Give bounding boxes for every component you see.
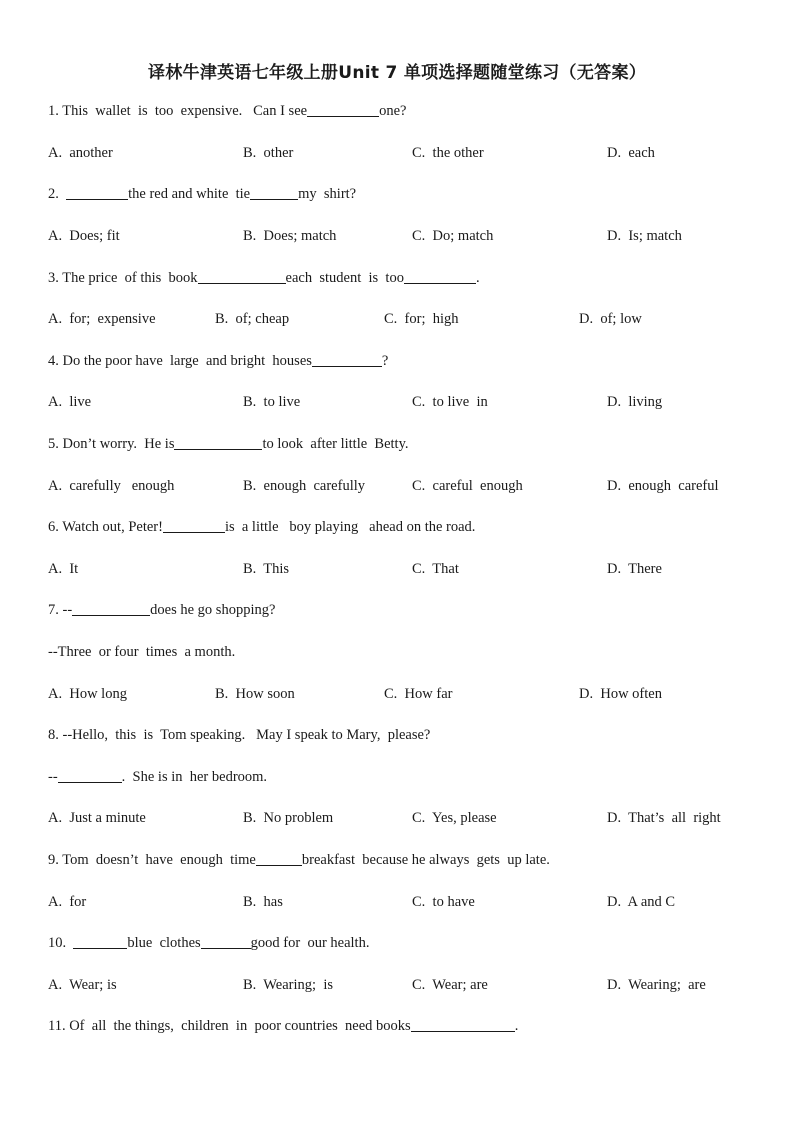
option-a: A. Just a minute <box>48 810 146 826</box>
option-d: D. A and C <box>607 894 676 910</box>
question-7-reply: --Three or four times a month. <box>48 644 236 660</box>
option-c: C. for; high <box>384 311 459 327</box>
answer-blank <box>198 269 286 284</box>
question-10-stem: 10. blue clothes good for our health. <box>48 935 370 951</box>
option-d: D. How often <box>579 686 662 702</box>
answer-blank <box>163 518 225 533</box>
option-c: C. to live in <box>412 394 488 410</box>
option-b: B. enough carefully <box>243 478 366 494</box>
option-c: C. to have <box>412 894 475 910</box>
option-d: D. There <box>607 561 662 577</box>
option-c: C. That <box>412 561 459 577</box>
option-d: D. of; low <box>579 311 642 327</box>
option-b: B. Does; match <box>243 228 337 244</box>
question-1-options <box>0 144 794 162</box>
option-c: C. How far <box>384 686 453 702</box>
question-6-options <box>0 560 794 578</box>
option-a: A. for; expensive <box>48 311 156 327</box>
option-d: D. living <box>607 394 663 410</box>
answer-blank <box>404 269 476 284</box>
option-d: D. Is; match <box>607 228 682 244</box>
answer-blank <box>250 185 298 200</box>
option-a: A. carefully enough <box>48 478 175 494</box>
option-a: A. for <box>48 894 87 910</box>
question-2-options <box>0 227 794 245</box>
option-d: D. each <box>607 145 655 161</box>
option-b: B. of; cheap <box>215 311 290 327</box>
question-5-options <box>0 477 794 495</box>
question-6-stem: 6. Watch out, Peter! is a little boy playing ahead on the road. <box>48 519 476 535</box>
option-b: B. has <box>243 894 283 910</box>
question-9-stem: 9. Tom doesn’t have enough time breakfast because he always gets up late. <box>48 852 550 868</box>
option-a: A. It <box>48 561 79 577</box>
answer-blank <box>73 934 127 949</box>
answer-blank <box>58 768 122 783</box>
question-8-stem: 8. --Hello, this is Tom speaking. May I speak to Mary, please? <box>48 727 431 743</box>
option-b: B. How soon <box>215 686 295 702</box>
question-7-options <box>0 685 794 703</box>
option-c: C. Yes, please <box>412 810 497 826</box>
question-11-stem: 11. Of all the things, children in poor countries need books . <box>48 1018 519 1034</box>
option-b: B. Wearing; is <box>243 977 333 993</box>
question-9-options <box>0 893 794 911</box>
option-d: D. That’s all right <box>607 810 721 826</box>
option-d: D. Wearing; are <box>607 977 706 993</box>
question-3-stem: 3. The price of this book each student is too . <box>48 270 480 286</box>
answer-blank <box>411 1017 515 1032</box>
question-3-options <box>0 310 794 328</box>
option-c: C. Wear; are <box>412 977 488 993</box>
option-a: A. Does; fit <box>48 228 120 244</box>
option-a: A. another <box>48 145 113 161</box>
option-a: A. How long <box>48 686 127 702</box>
question-7-stem: 7. -- does he go shopping? <box>48 602 276 618</box>
question-8-reply: -- . She is in her bedroom. <box>48 769 268 785</box>
option-d: D. enough careful <box>607 478 719 494</box>
page-title: 译林牛津英语七年级上册Unit 7 单项选择题随堂练习（无答案） <box>147 63 647 83</box>
option-b: B. other <box>243 145 294 161</box>
option-a: A. Wear; is <box>48 977 117 993</box>
option-c: C. the other <box>412 145 484 161</box>
option-b: B. This <box>243 561 290 577</box>
answer-blank <box>256 851 302 866</box>
question-4-stem: 4. Do the poor have large and bright houses ? <box>48 353 389 369</box>
option-c: C. Do; match <box>412 228 494 244</box>
question-1-stem: 1. This wallet is too expensive. Can I see one? <box>48 103 407 119</box>
answer-blank <box>174 435 262 450</box>
question-4-options <box>0 393 794 411</box>
question-5-stem: 5. Don’t worry. He is to look after little Betty. <box>48 436 409 452</box>
option-b: B. No problem <box>243 810 334 826</box>
answer-blank <box>66 185 128 200</box>
question-2-stem: 2. the red and white tie my shirt? <box>48 186 357 202</box>
answer-blank <box>312 352 382 367</box>
answer-blank <box>307 102 379 117</box>
question-10-options <box>0 976 794 994</box>
option-c: C. careful enough <box>412 478 523 494</box>
answer-blank <box>72 601 150 616</box>
answer-blank <box>201 934 251 949</box>
option-a: A. live <box>48 394 92 410</box>
option-b: B. to live <box>243 394 301 410</box>
question-8-options <box>0 809 794 827</box>
